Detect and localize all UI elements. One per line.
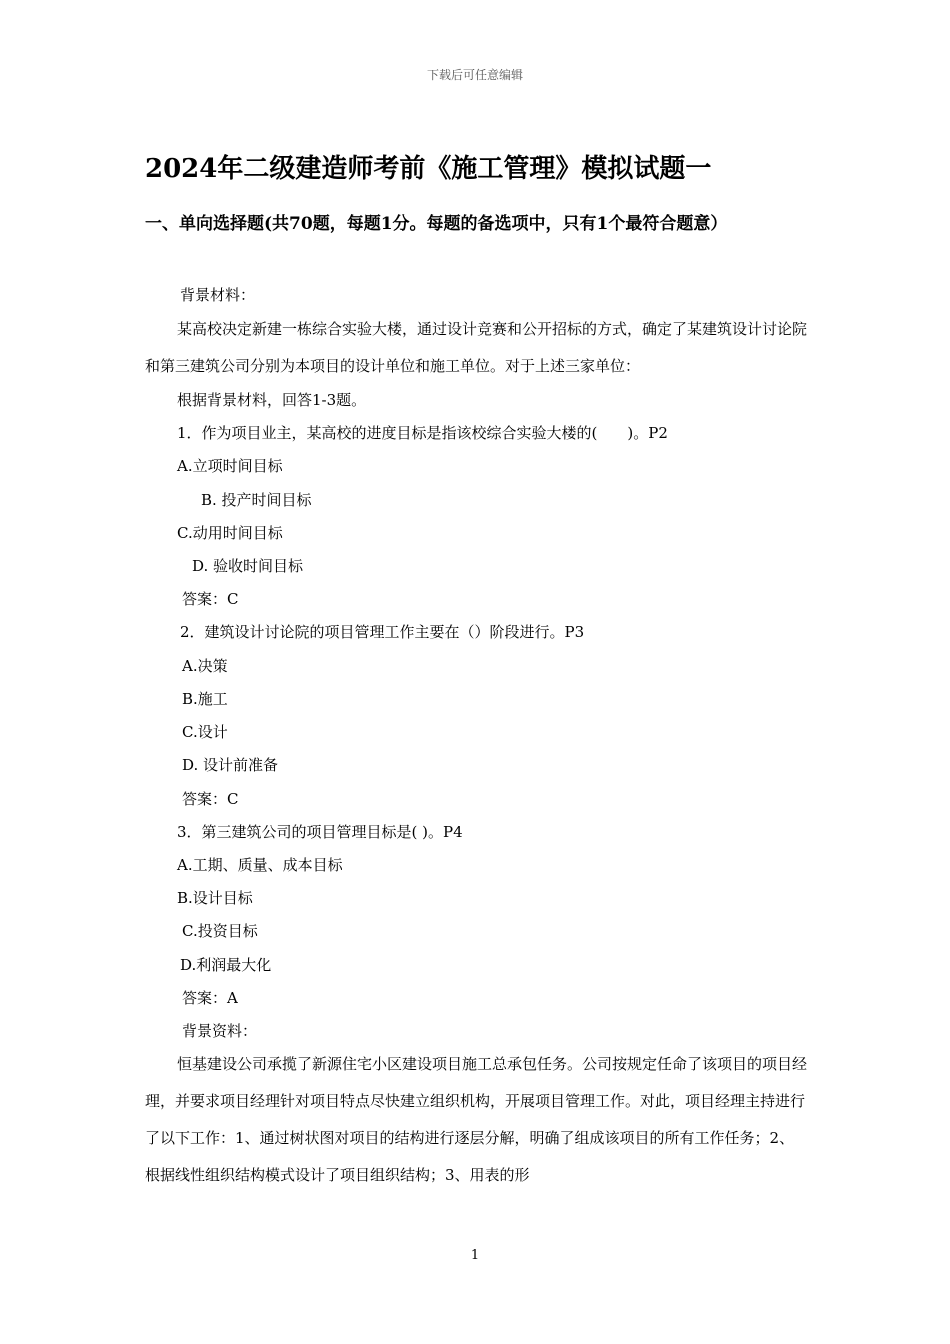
option-d: D.利润最大化 <box>180 956 272 974</box>
option-c: C.动用时间目标 <box>177 524 283 542</box>
question-stem: 1．作为项目业主，某高校的进度目标是指该校综合实验大楼的( )。P2 <box>177 424 668 442</box>
option-b: B.施工 <box>182 690 228 708</box>
option-b: B.设计目标 <box>177 889 253 907</box>
option-d: D. 设计前准备 <box>182 756 279 774</box>
background-label: 背景资料： <box>182 1022 258 1040</box>
option-a: A.立项时间目标 <box>177 457 283 475</box>
option-c: C.设计 <box>182 723 228 741</box>
question-stem: 3．第三建筑公司的项目管理目标是( )。P4 <box>177 823 463 841</box>
page-number: 1 <box>470 1248 480 1263</box>
option-a: A.决策 <box>182 657 228 675</box>
answer: 答案：C <box>182 790 239 808</box>
background-paragraph: 某高校决定新建一栋综合实验大楼，通过设计竞赛和公开招标的方式，确定了某建筑设计讨论院和第三建筑公司分别为本项目的设计单位和施工单位。对于上述三家单位： <box>145 320 808 375</box>
background-paragraph: 恒基建设公司承揽了新源住宅小区建设项目施工总承包任务。公司按规定任命了该项目的项目经理，并要求项目经理针对项目特点尽快建立组织机构，开展项目管理工作。对此，项目经理主持进行了以下工作：1、通过树状图对项目的结构进行逐层分解，明确了组成该项目的所有工作任务；2、根据线性组织结构模式设计了项目组织结构；3、用表的形 <box>145 1055 808 1184</box>
header-note: 下载后可任意编辑 <box>426 68 523 82</box>
question-stem: 2．建筑设计讨论院的项目管理工作主要在（）阶段进行。P3 <box>180 623 585 641</box>
option-a: A.工期、质量、成本目标 <box>177 856 343 874</box>
answer: 答案：A <box>182 989 238 1007</box>
instruction-text: 根据背景材料，回答1-3题。 <box>177 391 367 409</box>
section-heading: 一、单向选择题(共70题，每题1分。每题的备选项中，只有1个最符合题意） <box>145 214 728 234</box>
option-b: B. 投产时间目标 <box>201 491 312 509</box>
document-title: 2024年二级建造师考前《施工管理》模拟试题一 <box>145 154 712 184</box>
background-label: 背景材料： <box>180 286 256 304</box>
answer: 答案：C <box>182 590 239 608</box>
option-c: C.投资目标 <box>182 922 258 940</box>
option-d: D. 验收时间目标 <box>192 557 304 575</box>
